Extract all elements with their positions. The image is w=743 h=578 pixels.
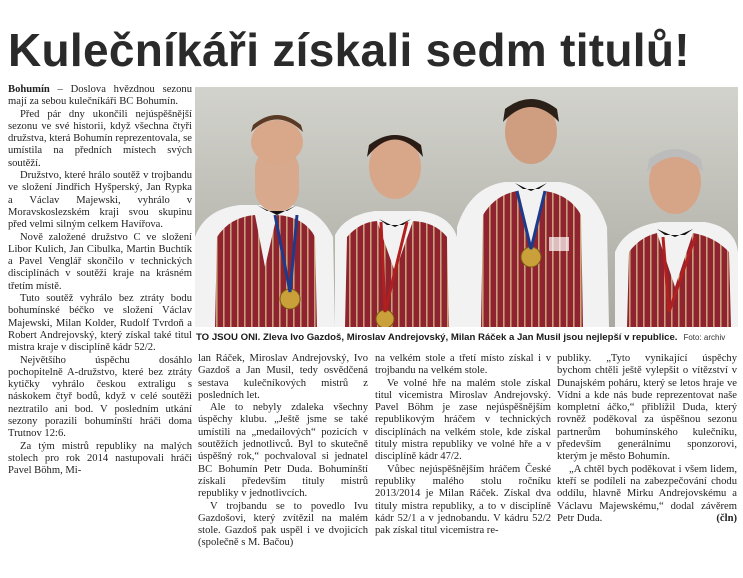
author-signature: (čln) xyxy=(716,512,737,524)
article-column-4 xyxy=(557,353,737,525)
paragraph: V trojbandu se to povedlo Ivu Gazdošovi, který zvítězil na malém stole. Gazdoš pak uspěl i ve dvojicích (společně s M. Bačou) xyxy=(198,500,368,549)
paragraph: na velkém stole a třetí místo získal i v trojbandu na velkém stole. xyxy=(375,353,551,377)
paragraph: Před pár dny ukončili nejúspěšnější sezonu ve své historii, když všechna čtyři družstva, která Bohumín reprezentovala, se umístila na předních místech svých soutěží. xyxy=(8,108,192,169)
paragraph: Ve volné hře na malém stole získal titul vicemistra Miroslav Andrejovský. Pavel Böhm je zase nejúspěšnějším republikovým hráčem v technických disciplínách na velkém stole, kde získal tituly mistra republiky ve volné hře a v disciplíně kádr 47/2. xyxy=(375,377,551,463)
paragraph-text: „A chtěl bych poděkovat i všem lidem, kteří se podíleli na zabezpečování chodu oddílu, hlavně Mirku Andrejovskému a Václavu Majewskému,“ dodal závěrem Petr Duda. xyxy=(557,463,737,524)
article-column-3 xyxy=(375,353,551,537)
article-column-1 xyxy=(8,84,192,574)
paragraph: Vůbec nejúspěšnějším hráčem České republiky malého stolu ročníku 2013/2014 je Milan Ráček. Získal dva tituly mistra republiky, a to v disciplíně kádr 52/1 a v jednobandu. V kádru 52/2 pak získal titul vicemistra re- xyxy=(375,463,551,537)
paragraph xyxy=(8,84,192,109)
paragraph: publiky. „Tyto vynikající úspěchy bychom chtěli ještě vylepšit o vítězství v Dunajském poháru, který se letos hraje ve Vídni a kde nás bude reprezentovat naše kompletní áčko,“ přiblížil Duda, který rovněž poděkoval za úspěšnou sezonu partnerům bohumínského kulečníku, především generálnímu sponzorovi, kterým je město Bohumín. xyxy=(557,353,737,463)
paragraph: Družstvo, které hrálo soutěž v trojbandu ve složení Jindřich Hyšperský, Jan Rypka a Václav Majewski, vyhrálo v Moravskoslezském kraji svou skupinu před velmi silným celkem Havířova. xyxy=(8,170,192,231)
caption-text: TO JSOU ONI. Zleva Ivo Gazdoš, Miroslav Andrejovský, Milan Ráček a Jan Musil jsou nejlepší v republice. xyxy=(196,332,678,343)
headline: Kulečníkáři získali sedm titulů! xyxy=(8,24,690,76)
paragraph-text: – Doslova hvězdnou sezonu mají za sebou kulečníkáři BC Bohumín. xyxy=(8,84,192,108)
paragraph: Za tým mistrů republiky na malých stolech pro rok 2014 nastupovali hráči Pavel Böhm, Mi- xyxy=(8,440,192,477)
dateline: Bohumín xyxy=(8,84,50,95)
paragraph: Největšího úspěchu dosáhlo pochopitelně A-družstvo, které bez ztráty kytičky vyhrálo českou extraligu s náskokem čtyř bodů, když v celé soutěži neztratilo ani bod. V posledním utkání sezony porazili bohumínští hráči doma Trutnov 12:6. xyxy=(8,354,192,440)
photo-credit: Foto: archiv xyxy=(683,333,726,342)
article-column-2 xyxy=(198,353,368,550)
paragraph xyxy=(557,464,737,525)
paragraph: lan Ráček, Miroslav Andrejovský, Ivo Gazdoš a Jan Musil, tedy osvědčená sestava kulečníkových mistrů z posledních let. xyxy=(198,353,368,401)
photo-caption xyxy=(196,331,738,345)
team-photo xyxy=(195,87,738,327)
paragraph: Tuto soutěž vyhrálo bez ztráty bodu bohumínské béčko ve složení Václav Majewski, Milan Kolder, Rudolf Tvrdoň a Robert Andrejovský, který získal také titul mistra kraje v disciplíně kádr 52/2. xyxy=(8,293,192,354)
paragraph: Ale to nebyly zdaleka všechny úspěchy klubu. „Ještě jsme se také umístili na „medailových“ pozicích v soutěžích jednotlivců. Byl to skutečně úspěšný rok,“ pochvaloval si jednatel BC Bohumín Petr Duda. Bohumínští získali především tituly mistrů republiky v jednotlivcích. xyxy=(198,402,368,500)
paragraph: Nově založené družstvo C ve složení Libor Kulich, Jan Cibulka, Martin Buchtík a Pavel Venglář skončilo v technických disciplínách v soutěži kraje na krásném třetím místě. xyxy=(8,231,192,292)
